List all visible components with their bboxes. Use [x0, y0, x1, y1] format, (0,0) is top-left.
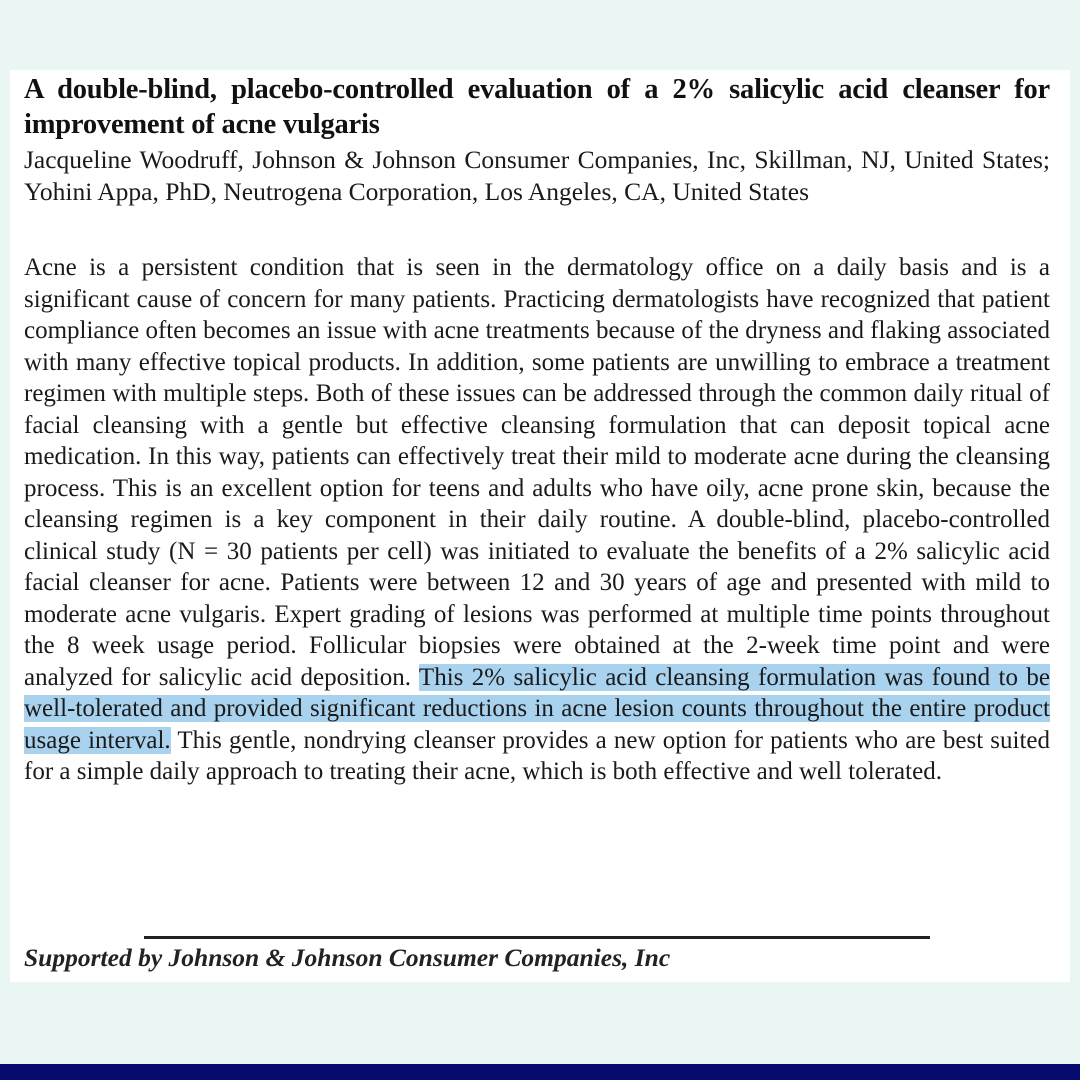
- abstract-text-before: Acne is a persistent condition that is seen in the dermatology office on a daily basis and is a significant cause of concern for many patients. Practicing dermatologists have recognized that patient compliance often becomes an issue with acne treatments because of the dryness and flaking associated with many effective topical products. In addition, some patients are unwilling to embrace a treatment regimen with multiple steps. Both of these issues can be addressed through the common daily ritual of facial cleansing with a gentle but effective cleansing formulation that can deposit topical acne medication. In this way, patients can effectively treat their mild to moderate acne during the cleansing process. This is an excellent option for teens and adults who have oily, acne prone skin, because the cleansing regimen is a key component in their daily routine. A double-blind, placebo-controlled clinical study (N = 30 patients per cell) was initiated to evaluate the benefits of a 2% salicylic acid facial cleanser for acne. Patients were between 12 and 30 years of age and presented with mild to moderate acne vulgaris. Expert grading of lesions was performed at multiple time points throughout the 8 week usage period. Follicular biopsies were obtained at the 2-week time point and were analyzed for salicylic acid deposition.: [24, 254, 1051, 691]
- article-title: A double-blind, placebo-controlled evaluation of a 2% salicylic acid cleanser for improvement of acne vulgaris: [24, 74, 1050, 140]
- footnote-divider: [144, 936, 930, 939]
- abstract-page: [10, 70, 1070, 982]
- funding-statement: Supported by Johnson & Johnson Consumer Companies, Inc: [24, 943, 671, 972]
- highlighted-sentence: This 2% salicylic acid cleansing formulation was found to be well-tolerated and provided significant reductions in acne lesion counts throughout the entire product usage interval.: [24, 663, 1050, 754]
- abstract-body: [24, 252, 1050, 788]
- bottom-bar: [0, 1064, 1080, 1080]
- abstract-text-after: This gentle, nondrying cleanser provides a new option for patients who are best suited for a simple daily approach to treating their acne, which is both effective and well tolerated.: [24, 726, 1051, 785]
- author-affiliations: Jacqueline Woodruff, Johnson & Johnson Consumer Companies, Inc, Skillman, NJ, United States; Yohini Appa, PhD, Neutrogena Corporation, Los Angeles, CA, United States: [24, 145, 1050, 206]
